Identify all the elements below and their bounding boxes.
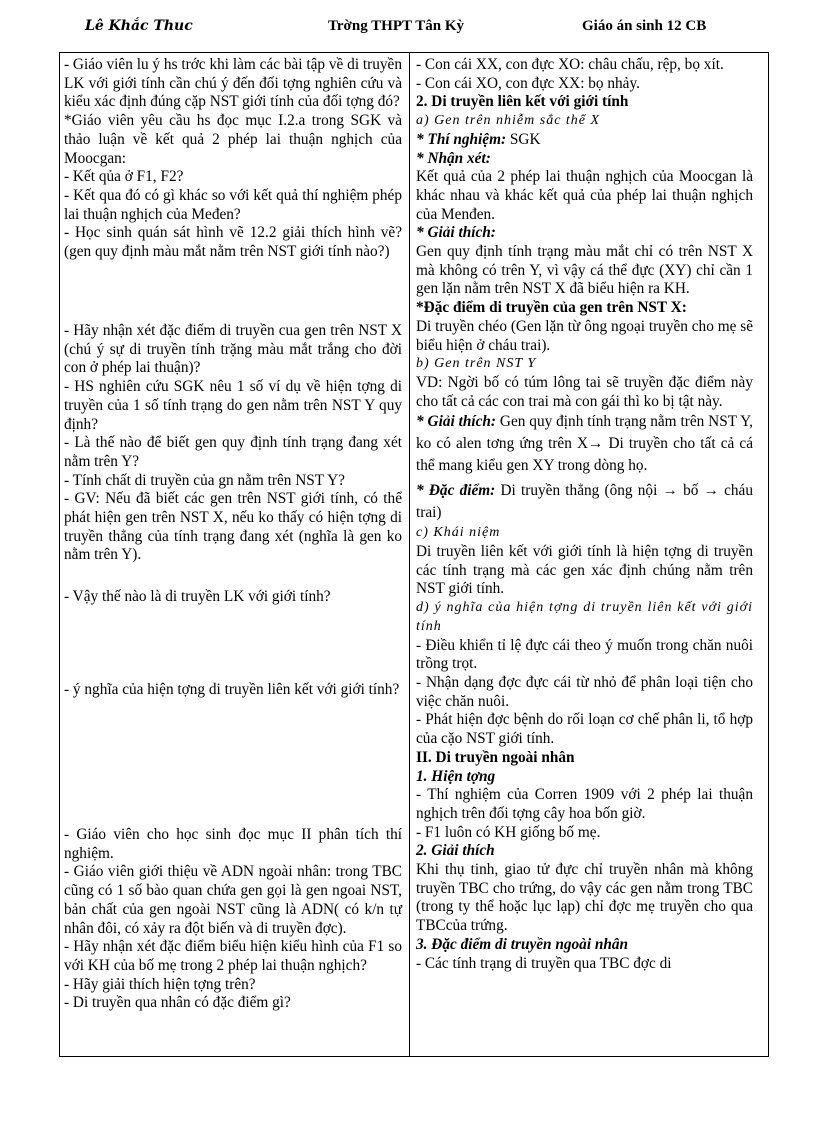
text: Di truyền thẳng (ông nội → bố → cháu trai) — [416, 482, 753, 522]
paragraph: - Tính chất di truyền của gn nằm trên NST Y? — [64, 471, 345, 489]
paragraph: - Vậy thế nào là di truyền LK với giới tính? — [64, 588, 331, 605]
paragraph: - Điều khiển tỉ lệ đực cái theo ý muốn trong chăn nuôi trồng trọt. — [416, 636, 753, 673]
section-heading: 2. Di truyền liên kết với giới tính — [416, 93, 629, 111]
paragraph: - Kết qua đó có gì khác so với kết quả thí nghiệm phép lai thuận nghịch của Međen? — [64, 186, 402, 223]
paragraph: Kết quả của 2 phép lai thuận nghịch của Moocgan là khác nhau và khác kết quả của phép lai thuận nghịch của Menđen. — [416, 168, 753, 223]
teacher-activity-block-1 — [64, 56, 402, 262]
paragraph: - Con cái XO, con đực XX: bọ nhảy. — [416, 74, 640, 92]
paragraph: - HS nghiên cứu SGK nêu 1 số ví dụ về hiện tợng di truyền của 1 số tính trạng do gen nằm trên NST Y quy định? — [64, 378, 402, 433]
paragraph: - Hãy nhận xét đặc điểm biểu hiện kiểu hình của F1 so với KH của bố mẹ trong 2 phép lai thuận nghịch? — [64, 938, 402, 974]
text: SGK — [506, 130, 541, 148]
paragraph: Gen quy định tính trạng màu mắt chỉ có trên NST X mà không có trên Y, vì vậy cá thể đực (XY) chỉ cần 1 gen lặn nằm trên NST X đã biểu hiện ra KH. — [416, 243, 753, 298]
paragraph: - Di truyền qua nhân có đặc điểm gì? — [64, 994, 291, 1012]
subheading: 2. Giải thích — [416, 842, 495, 860]
label: * Giải thích: — [416, 224, 496, 242]
teacher-activity-block-2 — [64, 322, 402, 565]
header-school: Trờng THPT Tân Kỳ — [328, 18, 464, 34]
label: * Đặc điểm: — [416, 482, 496, 500]
teacher-activity-block-5 — [64, 826, 402, 1013]
paragraph: - Giáo viên cho học sinh đọc mục II phân tích thí nghiệm. — [64, 826, 402, 862]
paragraph: - Con cái XX, con đực XO: châu chấu, rệp, bọ xít. — [416, 56, 724, 73]
label: * Giải thích: — [416, 413, 497, 431]
subheading: a) Gen trên nhiễm sắc thể X — [416, 113, 601, 129]
label: * Nhận xét: — [416, 149, 491, 167]
paragraph: Di truyền chéo (Gen lặn từ ông ngoại truyền cho mẹ sẽ biểu hiện ở cháu trai). — [416, 317, 753, 354]
subheading: c) Khái niệm — [416, 525, 501, 541]
content-column — [416, 56, 753, 973]
paragraph: - F1 luôn có KH giống bố mẹ. — [416, 823, 601, 841]
paragraph: VD: Ngời bố có túm lông tai sẽ truyền đặc điểm này cho tất cả các con trai mà con gái thì ko bị tật này. — [416, 373, 753, 410]
paragraph: Di truyền liên kết với giới tính là hiện tợng di truyền các tính trạng mà các gen xác định chúng nằm trên NST giới tính. — [416, 543, 753, 598]
paragraph: - ý nghĩa của hiện tợng di truyền liên kết với giới tính? — [64, 681, 400, 698]
text: Gen quy định tính trạng nằm trên NST Y, ko có alen tơng ứng trên X→ Di truyền cho tất cả cá thể mang kiểu gen XY trong dòng họ. — [416, 413, 753, 475]
section-heading: II. Di truyền ngoài nhân — [416, 748, 575, 766]
subheading: b) Gen trên NST Y — [416, 356, 537, 372]
paragraph: *Giáo viên yêu cầu hs đọc mục I.2.a trong SGK và thảo luận về kết quả 2 phép lai thuận nghịch của Moocgan: — [64, 112, 402, 167]
paragraph: Khi thụ tinh, giao tử đực chỉ truyền nhân mà không truyền TBC cho trứng, do vậy các gen nằm trong TBC (trong ty thể hoặc lục lạp) chỉ đợc mẹ truyền cho qua TBCcủa trứng. — [416, 861, 753, 935]
header-doc-title: Giáo án sinh 12 CB — [582, 18, 707, 34]
paragraph: - Là thế nào để biết gen quy định tính trạng đang xét nằm trên Y? — [64, 434, 402, 470]
subheading: d) ý nghĩa của hiện tợng di truyền liên kết với giới tính — [416, 600, 753, 634]
paragraph: - Nhận dạng đợc đực cái từ nhỏ để phân loại tiện cho việc chăn nuôi. — [416, 673, 753, 710]
paragraph: - Giáo viên giới thiệu về ADN ngoài nhân: trong TBC cũng có 1 số bào quan chứa gen gọi là gen ngoai NST, bản chất của gen ngoài NST cũng là ADN( có k/n tự nhân đôi, có xảy ra đột biến và di truyền đợc). — [64, 863, 402, 937]
header-author: Lê Khắc Thuc — [85, 18, 193, 34]
label: *Đặc điểm di truyền của gen trên NST X: — [416, 299, 687, 317]
paragraph: - Giáo viên lu ý hs trớc khi làm các bài tập về di truyền LK với giới tính cần chú ý đến đối tợng nghiên cứu và kiểu xác định đúng cặp NST giới tính của đối tợng đó? — [64, 56, 402, 111]
paragraph: - Hãy giải thích hiện tợng trên? — [64, 975, 256, 993]
column-divider — [409, 52, 410, 1057]
label: * Thí nghiệm: — [416, 130, 507, 148]
paragraph: - Hãy nhận xét đặc điểm di truyền cua gen trên NST X (chú ý sự di truyền tính trặng màu mắt trắng cho đời con ở phép lai thuận)? — [64, 322, 402, 377]
paragraph: - Phát hiện đợc bệnh do rối loạn cơ chế phân li, tổ hợp của cặo NST giới tính. — [416, 711, 753, 748]
paragraph: - Các tính trạng di truyền qua TBC đợc di — [416, 954, 672, 972]
subheading: 3. Đặc điểm di truyền ngoài nhân — [416, 935, 629, 953]
paragraph: - Thí nghiệm của Corren 1909 với 2 phép lai thuận nghịch trên đối tợng cây hoa bốn giờ. — [416, 786, 753, 822]
subheading: 1. Hiện tợng — [416, 767, 496, 785]
paragraph: - Kết qủa ở F1, F2? — [64, 168, 184, 186]
paragraph: - GV: Nếu đã biết các gen trên NST giới tính, có thể phát hiện gen trên NST X, nếu ko thấy có hiện tợng di truyền thẳng của tính trạng đang xét (nghĩa là gen ko nằm trên Y). — [64, 490, 402, 564]
paragraph: - Học sinh quán sát hình vẽ 12.2 giải thích hình vẽ? (gen quy định màu mắt nằm trên NST giới tính nào?) — [64, 224, 402, 261]
